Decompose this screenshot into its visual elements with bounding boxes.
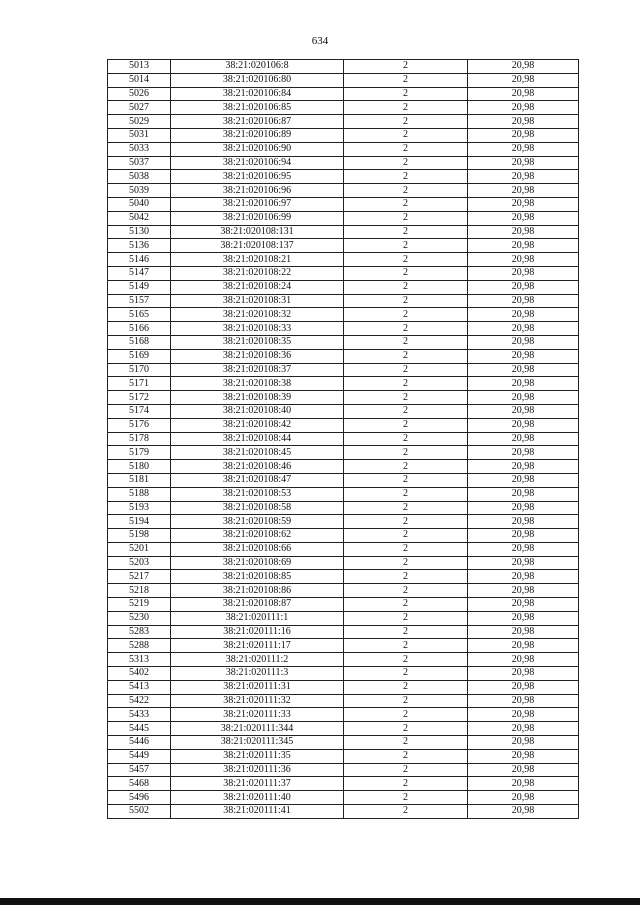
row-number-cell: 5170 [108,363,171,377]
row-number-cell: 5013 [108,60,171,74]
count-cell: 2 [344,598,468,612]
value-cell: 20,98 [468,694,579,708]
table-row [108,501,579,515]
cadastral-number-cell: 38:21:020108:53 [171,487,344,501]
cadastral-number-cell: 38:21:020108:38 [171,377,344,391]
row-number-cell: 5188 [108,487,171,501]
count-cell: 2 [344,501,468,515]
count-cell: 2 [344,446,468,460]
value-cell: 20,98 [468,805,579,819]
count-cell: 2 [344,611,468,625]
count-cell: 2 [344,432,468,446]
count-cell: 2 [344,487,468,501]
table-row [108,570,579,584]
count-cell: 2 [344,266,468,280]
row-number-cell: 5169 [108,349,171,363]
row-number-cell: 5040 [108,197,171,211]
row-number-cell: 5468 [108,777,171,791]
row-number-cell: 5033 [108,142,171,156]
value-cell: 20,98 [468,280,579,294]
cadastral-number-cell: 38:21:020106:95 [171,170,344,184]
table-row [108,542,579,556]
value-cell: 20,98 [468,73,579,87]
table-row [108,515,579,529]
table-row [108,446,579,460]
row-number-cell: 5198 [108,529,171,543]
cadastral-number-cell: 38:21:020108:58 [171,501,344,515]
table-row [108,487,579,501]
cadastral-number-cell: 38:21:020111:32 [171,694,344,708]
row-number-cell: 5446 [108,736,171,750]
count-cell: 2 [344,749,468,763]
scan-edge-bar [0,898,640,905]
cadastral-number-cell: 38:21:020106:96 [171,184,344,198]
count-cell: 2 [344,460,468,474]
count-cell: 2 [344,170,468,184]
table-row [108,253,579,267]
count-cell: 2 [344,639,468,653]
count-cell: 2 [344,529,468,543]
row-number-cell: 5037 [108,156,171,170]
value-cell: 20,98 [468,598,579,612]
value-cell: 20,98 [468,529,579,543]
table-row [108,225,579,239]
value-cell: 20,98 [468,211,579,225]
table-row [108,777,579,791]
row-number-cell: 5230 [108,611,171,625]
count-cell: 2 [344,308,468,322]
count-cell: 2 [344,805,468,819]
value-cell: 20,98 [468,156,579,170]
row-number-cell: 5201 [108,542,171,556]
count-cell: 2 [344,418,468,432]
row-number-cell: 5027 [108,101,171,115]
value-cell: 20,98 [468,266,579,280]
cadastral-number-cell: 38:21:020106:99 [171,211,344,225]
cadastral-number-cell: 38:21:020111:31 [171,680,344,694]
row-number-cell: 5313 [108,653,171,667]
count-cell: 2 [344,60,468,74]
row-number-cell: 5136 [108,239,171,253]
cadastral-number-cell: 38:21:020108:62 [171,529,344,543]
value-cell: 20,98 [468,128,579,142]
value-cell: 20,98 [468,653,579,667]
row-number-cell: 5457 [108,763,171,777]
row-number-cell: 5146 [108,253,171,267]
cadastral-number-cell: 38:21:020106:89 [171,128,344,142]
table-row [108,584,579,598]
cadastral-number-cell: 38:21:020111:2 [171,653,344,667]
value-cell: 20,98 [468,87,579,101]
cadastral-number-cell: 38:21:020108:86 [171,584,344,598]
cadastral-number-cell: 38:21:020106:80 [171,73,344,87]
row-number-cell: 5165 [108,308,171,322]
value-cell: 20,98 [468,460,579,474]
value-cell: 20,98 [468,487,579,501]
cadastral-number-cell: 38:21:020108:24 [171,280,344,294]
value-cell: 20,98 [468,432,579,446]
cadastral-number-cell: 38:21:020108:66 [171,542,344,556]
row-number-cell: 5026 [108,87,171,101]
value-cell: 20,98 [468,239,579,253]
table-row [108,322,579,336]
count-cell: 2 [344,115,468,129]
value-cell: 20,98 [468,639,579,653]
table-row [108,391,579,405]
count-cell: 2 [344,625,468,639]
table-row [108,736,579,750]
row-number-cell: 5203 [108,556,171,570]
cadastral-number-cell: 38:21:020106:94 [171,156,344,170]
cadastral-number-cell: 38:21:020111:3 [171,667,344,681]
cadastral-number-cell: 38:21:020111:345 [171,736,344,750]
table-row [108,749,579,763]
table-row [108,184,579,198]
count-cell: 2 [344,322,468,336]
count-cell: 2 [344,197,468,211]
count-cell: 2 [344,736,468,750]
count-cell: 2 [344,239,468,253]
row-number-cell: 5171 [108,377,171,391]
value-cell: 20,98 [468,308,579,322]
cadastral-number-cell: 38:21:020108:36 [171,349,344,363]
count-cell: 2 [344,473,468,487]
row-number-cell: 5422 [108,694,171,708]
table-row [108,211,579,225]
row-number-cell: 5402 [108,667,171,681]
value-cell: 20,98 [468,294,579,308]
row-number-cell: 5217 [108,570,171,584]
value-cell: 20,98 [468,349,579,363]
count-cell: 2 [344,73,468,87]
value-cell: 20,98 [468,335,579,349]
cadastral-number-cell: 38:21:020106:90 [171,142,344,156]
count-cell: 2 [344,156,468,170]
table-row [108,101,579,115]
value-cell: 20,98 [468,101,579,115]
table-row [108,694,579,708]
table-row [108,805,579,819]
row-number-cell: 5174 [108,404,171,418]
value-cell: 20,98 [468,446,579,460]
value-cell: 20,98 [468,611,579,625]
cadastral-number-cell: 38:21:020106:84 [171,87,344,101]
cadastral-number-cell: 38:21:020106:85 [171,101,344,115]
value-cell: 20,98 [468,625,579,639]
table-row [108,128,579,142]
table-row [108,708,579,722]
table-row [108,418,579,432]
row-number-cell: 5288 [108,639,171,653]
count-cell: 2 [344,377,468,391]
row-number-cell: 5445 [108,722,171,736]
value-cell: 20,98 [468,197,579,211]
value-cell: 20,98 [468,708,579,722]
count-cell: 2 [344,791,468,805]
value-cell: 20,98 [468,60,579,74]
cadastral-number-cell: 38:21:020108:37 [171,363,344,377]
cadastral-number-cell: 38:21:020108:131 [171,225,344,239]
table-row [108,142,579,156]
count-cell: 2 [344,763,468,777]
row-number-cell: 5194 [108,515,171,529]
table-row [108,763,579,777]
value-cell: 20,98 [468,170,579,184]
table-row [108,266,579,280]
cadastral-number-cell: 38:21:020108:47 [171,473,344,487]
cadastral-number-cell: 38:21:020106:87 [171,115,344,129]
cadastral-number-cell: 38:21:020108:85 [171,570,344,584]
cadastral-number-cell: 38:21:020106:97 [171,197,344,211]
row-number-cell: 5147 [108,266,171,280]
table-row [108,170,579,184]
count-cell: 2 [344,708,468,722]
value-cell: 20,98 [468,115,579,129]
count-cell: 2 [344,556,468,570]
table-row [108,598,579,612]
count-cell: 2 [344,722,468,736]
count-cell: 2 [344,128,468,142]
row-number-cell: 5413 [108,680,171,694]
count-cell: 2 [344,404,468,418]
count-cell: 2 [344,101,468,115]
table-row [108,667,579,681]
value-cell: 20,98 [468,763,579,777]
count-cell: 2 [344,225,468,239]
value-cell: 20,98 [468,473,579,487]
table-row [108,294,579,308]
table-row [108,73,579,87]
value-cell: 20,98 [468,667,579,681]
table-row [108,156,579,170]
value-cell: 20,98 [468,542,579,556]
value-cell: 20,98 [468,556,579,570]
cadastral-number-cell: 38:21:020108:45 [171,446,344,460]
table-row [108,529,579,543]
value-cell: 20,98 [468,680,579,694]
row-number-cell: 5218 [108,584,171,598]
cadastral-number-cell: 38:21:020108:35 [171,335,344,349]
table-row [108,611,579,625]
value-cell: 20,98 [468,791,579,805]
row-number-cell: 5502 [108,805,171,819]
value-cell: 20,98 [468,404,579,418]
cadastral-number-cell: 38:21:020108:44 [171,432,344,446]
row-number-cell: 5178 [108,432,171,446]
row-number-cell: 5179 [108,446,171,460]
count-cell: 2 [344,211,468,225]
cadastral-number-cell: 38:21:020111:35 [171,749,344,763]
row-number-cell: 5176 [108,418,171,432]
cadastral-number-cell: 38:21:020108:33 [171,322,344,336]
table-row [108,432,579,446]
count-cell: 2 [344,87,468,101]
count-cell: 2 [344,667,468,681]
row-number-cell: 5496 [108,791,171,805]
cadastral-number-cell: 38:21:020111:344 [171,722,344,736]
table-row [108,349,579,363]
count-cell: 2 [344,391,468,405]
value-cell: 20,98 [468,515,579,529]
row-number-cell: 5180 [108,460,171,474]
cadastral-number-cell: 38:21:020111:41 [171,805,344,819]
value-cell: 20,98 [468,777,579,791]
row-number-cell: 5166 [108,322,171,336]
value-cell: 20,98 [468,501,579,515]
cadastral-number-cell: 38:21:020108:137 [171,239,344,253]
row-number-cell: 5181 [108,473,171,487]
count-cell: 2 [344,349,468,363]
row-number-cell: 5029 [108,115,171,129]
row-number-cell: 5168 [108,335,171,349]
cadastral-number-cell: 38:21:020108:59 [171,515,344,529]
cadastral-number-cell: 38:21:020108:39 [171,391,344,405]
table-body [108,60,579,819]
row-number-cell: 5038 [108,170,171,184]
table-row [108,556,579,570]
cadastral-number-cell: 38:21:020111:40 [171,791,344,805]
cadastral-number-cell: 38:21:020111:36 [171,763,344,777]
count-cell: 2 [344,280,468,294]
cadastral-number-cell: 38:21:020108:87 [171,598,344,612]
value-cell: 20,98 [468,749,579,763]
table-row [108,680,579,694]
row-number-cell: 5039 [108,184,171,198]
cadastral-number-cell: 38:21:020108:40 [171,404,344,418]
row-number-cell: 5433 [108,708,171,722]
count-cell: 2 [344,570,468,584]
cadastral-number-cell: 38:21:020108:22 [171,266,344,280]
cadastral-number-cell: 38:21:020108:32 [171,308,344,322]
row-number-cell: 5042 [108,211,171,225]
cadastral-number-cell: 38:21:020111:17 [171,639,344,653]
value-cell: 20,98 [468,418,579,432]
value-cell: 20,98 [468,184,579,198]
cadastral-number-cell: 38:21:020106:8 [171,60,344,74]
table-row [108,639,579,653]
count-cell: 2 [344,584,468,598]
table-row [108,115,579,129]
row-number-cell: 5283 [108,625,171,639]
table-row [108,335,579,349]
cadastral-number-cell: 38:21:020108:42 [171,418,344,432]
row-number-cell: 5449 [108,749,171,763]
table-row [108,791,579,805]
count-cell: 2 [344,515,468,529]
count-cell: 2 [344,253,468,267]
value-cell: 20,98 [468,722,579,736]
value-cell: 20,98 [468,377,579,391]
table-row [108,280,579,294]
count-cell: 2 [344,777,468,791]
count-cell: 2 [344,680,468,694]
cadastral-number-cell: 38:21:020108:69 [171,556,344,570]
page-number: 634 [311,35,329,47]
table-row [108,722,579,736]
table-row [108,625,579,639]
row-number-cell: 5014 [108,73,171,87]
cadastral-number-cell: 38:21:020111:1 [171,611,344,625]
table-row [108,87,579,101]
row-number-cell: 5031 [108,128,171,142]
row-number-cell: 5193 [108,501,171,515]
value-cell: 20,98 [468,322,579,336]
cadastral-number-cell: 38:21:020108:46 [171,460,344,474]
value-cell: 20,98 [468,736,579,750]
table-row [108,60,579,74]
table-row [108,460,579,474]
cadastral-number-cell: 38:21:020111:33 [171,708,344,722]
value-cell: 20,98 [468,253,579,267]
count-cell: 2 [344,294,468,308]
value-cell: 20,98 [468,570,579,584]
count-cell: 2 [344,142,468,156]
value-cell: 20,98 [468,363,579,377]
count-cell: 2 [344,694,468,708]
count-cell: 2 [344,542,468,556]
count-cell: 2 [344,653,468,667]
value-cell: 20,98 [468,391,579,405]
row-number-cell: 5219 [108,598,171,612]
cadastral-number-cell: 38:21:020108:21 [171,253,344,267]
table-row [108,197,579,211]
cadastral-number-cell: 38:21:020108:31 [171,294,344,308]
row-number-cell: 5157 [108,294,171,308]
cadastral-number-cell: 38:21:020111:16 [171,625,344,639]
cadastral-number-cell: 38:21:020111:37 [171,777,344,791]
table-row [108,377,579,391]
table-row [108,239,579,253]
table-row [108,473,579,487]
cadastral-table [107,59,579,819]
row-number-cell: 5172 [108,391,171,405]
row-number-cell: 5130 [108,225,171,239]
table-row [108,404,579,418]
value-cell: 20,98 [468,225,579,239]
value-cell: 20,98 [468,142,579,156]
count-cell: 2 [344,335,468,349]
table-row [108,653,579,667]
value-cell: 20,98 [468,584,579,598]
count-cell: 2 [344,184,468,198]
table-row [108,308,579,322]
row-number-cell: 5149 [108,280,171,294]
count-cell: 2 [344,363,468,377]
table-row [108,363,579,377]
